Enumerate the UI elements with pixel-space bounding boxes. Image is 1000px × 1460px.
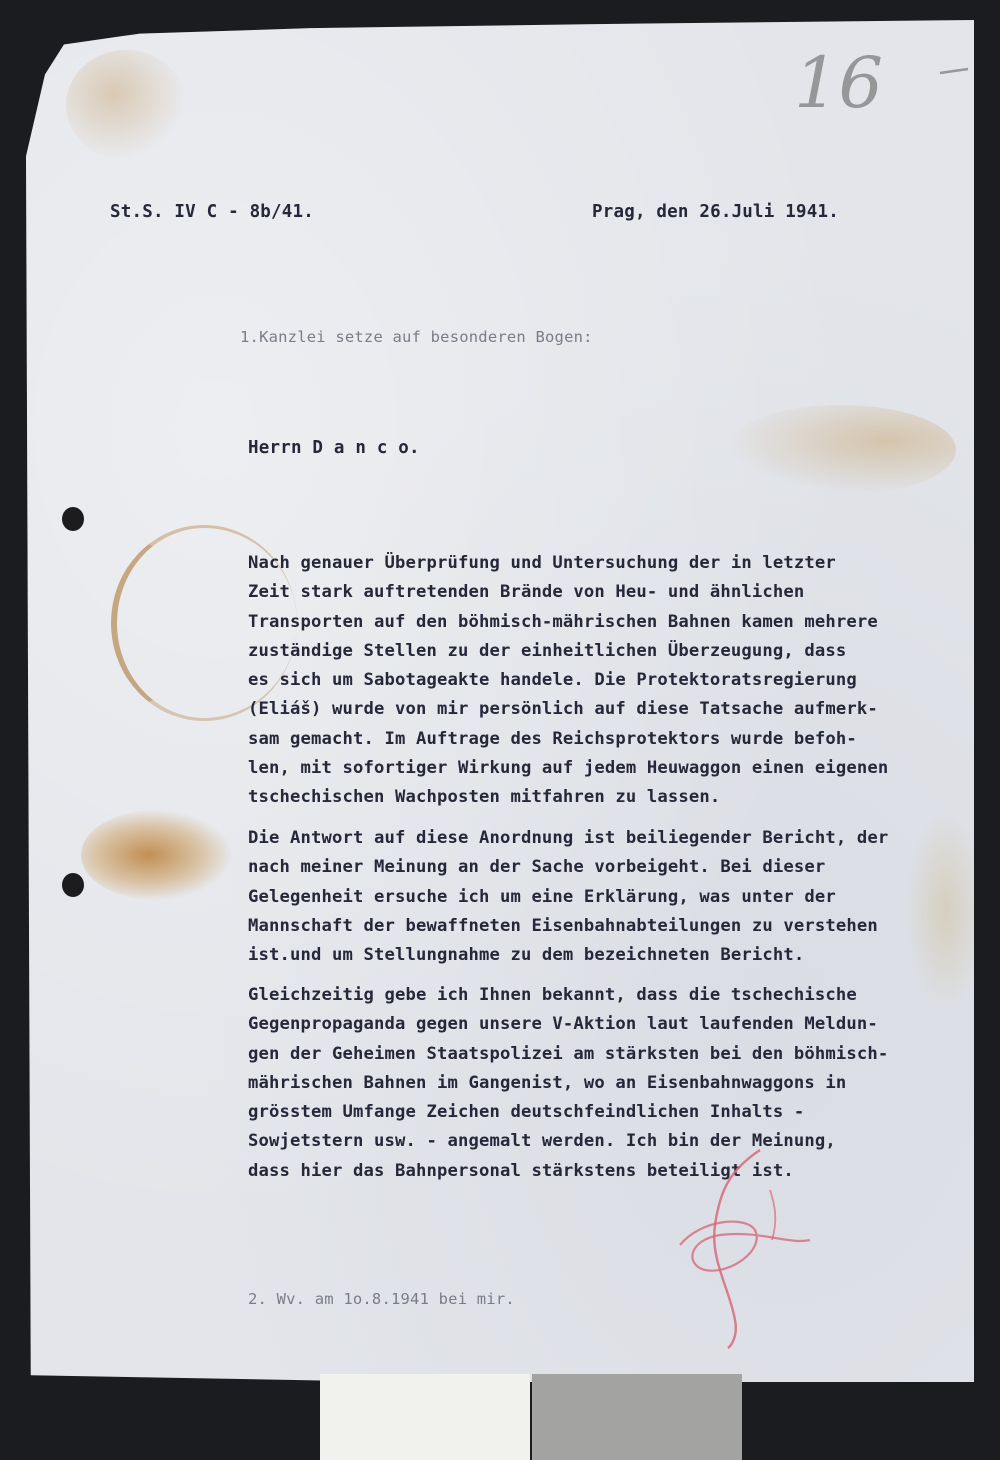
body-paragraph-2: Die Antwort auf diese Anordnung ist beiliegender Bericht, der nach meiner Meinung an der Sache vorbeigeht. Bei dieser Gelegenheit ersuche ich um eine Erklärung, was unter der Mannschaft der bewaffneten Eisenbahnabteilungen zu verstehen ist.und um Stellungnahme zu dem bezeichneten Bericht. xyxy=(248,828,889,966)
punch-hole-icon xyxy=(62,873,84,897)
folio-number: 16 xyxy=(794,45,884,124)
punch-hole-icon xyxy=(62,507,84,531)
place-date: Prag, den 26.Juli 1941. xyxy=(592,202,839,222)
reference-number: St.S. IV C - 8b/41. xyxy=(110,202,314,222)
instruction-follow-up: 2. Wv. am 1o.8.1941 bei mir. xyxy=(248,1290,515,1308)
instruction-chancery: 1.Kanzlei setze auf besonderen Bogen: xyxy=(240,328,593,346)
scan-calibration-white xyxy=(320,1374,530,1460)
red-pencil-signature xyxy=(660,1130,830,1350)
body-paragraph-3: Gleichzeitig gebe ich Ihnen bekannt, dass die tschechische Gegenpropaganda gegen unsere V-Aktion laut laufenden Meldun- gen der Geheimen Staatspolizei am stärksten bei den böhmisch- mährischen Bahnen im Gangenist, wo an Eisenbahnwaggons in grösstem Umfange Zeichen deutschfeindlichen Inhalts - Sowjetstern usw. - angemalt werden. Ich bin der Meinung, dass hier das Bahnpersonal stärkstens beteiligt ist. xyxy=(248,985,889,1181)
salutation: Herrn D a n c o. xyxy=(248,438,420,458)
stain-right xyxy=(726,405,956,495)
body-paragraph-1: Nach genauer Überprüfung und Untersuchung der in letzter Zeit stark auftretenden Brände von Heu- und ähnlichen Transporten auf den böhmisch-mährischen Bahnen kamen mehrere zuständige Stellen zu der einheitlichen Überzeugung, dass es sich um Sabotageakte handele. Die Protektoratsregierung (Eliáš) wurde von mir persönlich auf diese Tatsache aufmerk- sam gemacht. Im Auftrage des Reichsprotektors wurde befoh- len, mit sofortiger Wirkung auf jedem Heuwaggon einen eigenen tschechischen Wachposten mitfahren zu lassen. xyxy=(248,553,889,808)
stain-large xyxy=(81,810,231,900)
stain-right-lower xyxy=(906,810,986,1010)
stain-top xyxy=(66,50,186,160)
scan-calibration-gray xyxy=(532,1374,742,1460)
folio-number-annotation xyxy=(790,45,980,135)
